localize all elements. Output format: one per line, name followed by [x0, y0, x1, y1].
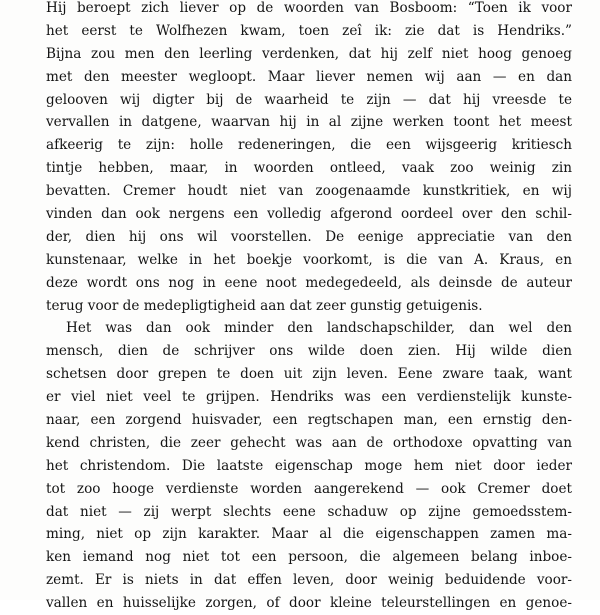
text-line: er viel niet veel te grijpen. Hendriks was een verdienstelijk kunste-: [46, 389, 572, 406]
text-line: ming, niet op zijn karakter. Maar al die eigenschappen zamen ma-: [46, 526, 572, 543]
text-line: vallen en huisselijke zorgen, of door kleine teleurstellingen en genoe-: [46, 595, 572, 612]
paragraph-1: [46, 0, 572, 317]
text-line: tintje hebben, maar, in woorden ontleed, vaak zoo weinig zin: [46, 160, 572, 177]
text-line: kunstenaar, welke in het boekje voorkomt, is die van A. Kraus, en: [46, 251, 572, 268]
text-line: mensch, dien de schrijver ons wilde doen zien. Hij wilde dien: [46, 343, 572, 360]
paragraph-2: [46, 317, 572, 615]
text-line: naar, een zorgend huisvader, een regtschapen man, een ernstig den-: [46, 412, 572, 429]
text-line: vinden dan ook nergens een volledig afgerond oordeel over den schil-: [46, 206, 572, 223]
body-text: [46, 0, 572, 615]
text-line: vervallen in datgene, waarvan hij in al zijne werken toont het meest: [46, 114, 572, 131]
text-line: ken iemand nog niet tot een persoon, die algemeen belang inboe-: [46, 549, 572, 566]
text-line: Het was dan ook minder den landschapschilder, dan wel den: [66, 320, 572, 337]
text-line: terug voor de medepligtigheid aan dat zeer gunstig getuigenis.: [46, 297, 483, 314]
text-line: bevatten. Cremer houdt niet van zoogenaamde kunstkritiek, en wij: [46, 183, 572, 200]
text-line: met den meester wegloopt. Maar liever nemen wij aan — en dan: [46, 68, 572, 85]
text-line: der, dien hij ons wil voorstellen. De eenige appreciatie van den: [46, 228, 572, 245]
text-line: deze wordt ons nog in eene noot medegedeeld, als deinsde de auteur: [46, 274, 572, 291]
text-line: dat niet — zij werpt slechts eene schaduw op zijne gemoedsstem-: [46, 503, 572, 520]
text-line: tot zoo hooge verdienste worden aangerekend — ook Cremer doet: [46, 480, 572, 497]
text-line: Hij beroept zich liever op de woorden van Bosboom: “Toen ik voor: [46, 0, 572, 16]
text-line: zemt. Er is niets in dat effen leven, door weinig beduidende voor-: [46, 572, 572, 589]
text-line: kend christen, die zeer gehecht was aan de orthodoxe opvatting van: [46, 434, 572, 451]
text-line: Bijna zou men den leerling verdenken, dat hij zelf niet hoog genoeg: [46, 45, 572, 62]
text-line: het christendom. Die laatste eigenschap moge hem niet door ieder: [46, 457, 572, 474]
text-line: afkeerig te zijn: holle redeneringen, die een wijsgeerig kritiesch: [46, 137, 572, 154]
text-line: schetsen door grepen te doen uit zijn leven. Eene zware taak, want: [46, 366, 572, 383]
text-line: gelooven wij digter bij de waarheid te zijn — dat hij vreesde te: [46, 91, 572, 108]
text-line: het eerst te Wolfhezen kwam, toen zeî ik: zie dat is Hendriks.”: [46, 22, 572, 39]
